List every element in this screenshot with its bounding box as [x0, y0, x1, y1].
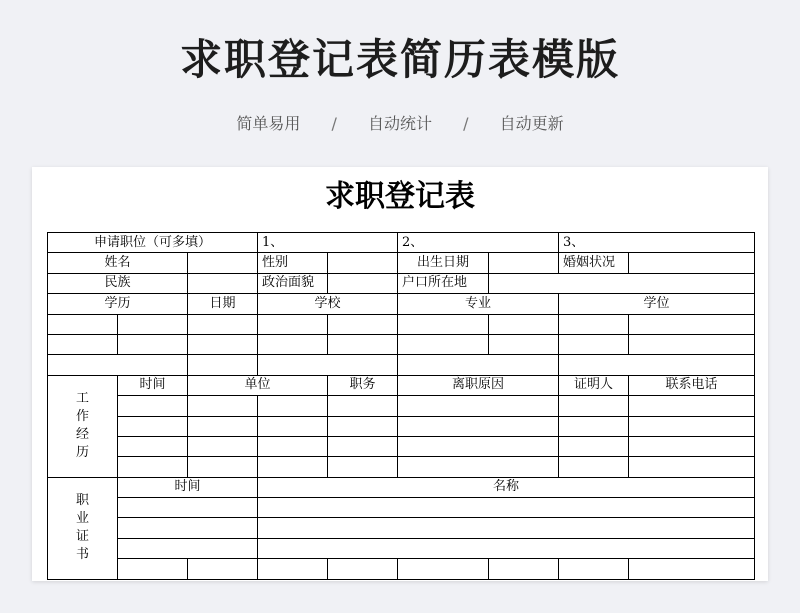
table-cell[interactable]	[489, 559, 559, 579]
tag-separator: /	[331, 114, 337, 133]
table-cell[interactable]	[398, 314, 489, 334]
table-cell[interactable]	[188, 396, 258, 416]
feature-tag: 自动更新	[499, 114, 564, 133]
work-header-row	[48, 375, 755, 395]
table-cell[interactable]	[559, 416, 629, 436]
table-cell[interactable]	[328, 559, 398, 579]
table-cell[interactable]	[258, 436, 328, 456]
marital-label: 婚姻状况	[559, 253, 629, 273]
cert-row	[48, 538, 755, 558]
work-section-label: 工作经历	[48, 375, 118, 477]
table-cell[interactable]	[48, 355, 188, 375]
table-cell[interactable]	[118, 498, 258, 518]
table-cell[interactable]	[398, 396, 559, 416]
table-cell[interactable]	[188, 334, 258, 354]
table-cell[interactable]	[118, 334, 188, 354]
household-label: 户口所在地	[398, 273, 489, 293]
table-cell[interactable]	[398, 559, 489, 579]
work-position-header: 职务	[328, 375, 398, 395]
table-cell[interactable]	[559, 355, 755, 375]
major-header: 专业	[398, 294, 559, 314]
work-unit-header: 单位	[188, 375, 328, 395]
table-cell[interactable]	[629, 457, 755, 477]
marital-field[interactable]	[629, 253, 755, 273]
table-cell[interactable]	[258, 498, 755, 518]
table-cell[interactable]	[328, 396, 398, 416]
table-cell[interactable]	[398, 416, 559, 436]
work-time-header: 时间	[118, 375, 188, 395]
form-sheet	[32, 167, 768, 581]
table-cell[interactable]	[48, 334, 118, 354]
table-cell[interactable]	[258, 355, 398, 375]
table-cell[interactable]	[328, 314, 398, 334]
birthdate-field[interactable]	[489, 253, 559, 273]
table-cell[interactable]	[188, 436, 258, 456]
table-cell[interactable]	[328, 436, 398, 456]
table-cell[interactable]	[559, 559, 629, 579]
table-cell[interactable]	[559, 396, 629, 416]
table-cell[interactable]	[258, 314, 328, 334]
cert-time-header: 时间	[118, 477, 258, 497]
political-label: 政治面貌	[258, 273, 328, 293]
degree-header: 学历	[48, 294, 188, 314]
work-reference-header: 证明人	[559, 375, 629, 395]
apply-choice-1[interactable]: 1、	[258, 233, 398, 253]
work-phone-header: 联系电话	[629, 375, 755, 395]
table-cell[interactable]	[118, 314, 188, 334]
table-cell[interactable]	[188, 314, 258, 334]
table-cell[interactable]	[258, 416, 328, 436]
feature-tag: 简单易用	[236, 114, 301, 133]
page-title: 求职登记表简历表模版	[179, 35, 620, 84]
apply-choice-2[interactable]: 2、	[398, 233, 559, 253]
work-row	[48, 396, 755, 416]
table-cell[interactable]	[118, 559, 188, 579]
apply-row	[48, 233, 755, 253]
basic-row	[48, 253, 755, 273]
table-cell[interactable]	[398, 334, 489, 354]
tag-separator: /	[463, 114, 469, 133]
table-cell[interactable]	[118, 518, 258, 538]
table-cell[interactable]	[188, 355, 258, 375]
table-cell[interactable]	[559, 314, 629, 334]
education-row	[48, 314, 755, 334]
education-row	[48, 355, 755, 375]
table-cell[interactable]	[188, 457, 258, 477]
form-title: 求职登记表	[325, 179, 475, 214]
cert-row	[48, 498, 755, 518]
table-cell[interactable]	[398, 355, 559, 375]
table-cell[interactable]	[559, 457, 629, 477]
table-cell[interactable]	[629, 416, 755, 436]
cert-name-header: 名称	[258, 477, 755, 497]
table-cell[interactable]	[629, 314, 755, 334]
political-field[interactable]	[328, 273, 398, 293]
table-cell[interactable]	[118, 538, 258, 558]
table-cell[interactable]	[328, 334, 398, 354]
table-cell[interactable]	[258, 334, 328, 354]
table-cell[interactable]	[398, 436, 559, 456]
apply-label: 申请职位（可多填）	[48, 233, 258, 253]
cert-row	[48, 559, 755, 579]
academic-degree-header: 学位	[559, 294, 755, 314]
work-reason-header: 离职原因	[398, 375, 559, 395]
table-cell[interactable]	[328, 416, 398, 436]
table-cell[interactable]	[398, 457, 559, 477]
education-row	[48, 334, 755, 354]
table-cell[interactable]	[629, 396, 755, 416]
education-header-row	[48, 294, 755, 314]
cert-row	[48, 518, 755, 538]
name-label: 姓名	[48, 253, 188, 273]
birthdate-label: 出生日期	[398, 253, 489, 273]
work-row	[48, 436, 755, 456]
cert-section-label: 职业证书	[48, 477, 118, 579]
table-cell[interactable]	[118, 436, 188, 456]
gender-label: 性别	[258, 253, 328, 273]
table-cell[interactable]	[258, 538, 755, 558]
feature-tag: 自动统计	[367, 114, 432, 133]
feature-tags	[0, 112, 800, 136]
table-cell[interactable]	[258, 518, 755, 538]
table-cell[interactable]	[489, 314, 559, 334]
table-cell[interactable]	[118, 457, 188, 477]
table-cell[interactable]	[489, 334, 559, 354]
table-cell[interactable]	[48, 314, 118, 334]
table-cell[interactable]	[188, 559, 258, 579]
table-cell[interactable]	[118, 396, 188, 416]
table-cell[interactable]	[188, 416, 258, 436]
table-cell[interactable]	[258, 396, 328, 416]
table-cell[interactable]	[629, 436, 755, 456]
gender-field[interactable]	[328, 253, 398, 273]
table-cell[interactable]	[328, 457, 398, 477]
table-cell[interactable]	[559, 436, 629, 456]
ethnicity-field[interactable]	[188, 273, 258, 293]
ethnicity-label: 民族	[48, 273, 188, 293]
table-cell[interactable]	[258, 559, 328, 579]
table-cell[interactable]	[629, 334, 755, 354]
cert-header-row	[48, 477, 755, 497]
apply-choice-3[interactable]: 3、	[559, 233, 755, 253]
name-field[interactable]	[188, 253, 258, 273]
table-cell[interactable]	[118, 416, 188, 436]
table-cell[interactable]	[559, 334, 629, 354]
table-cell[interactable]	[629, 559, 755, 579]
household-field[interactable]	[489, 273, 755, 293]
work-row	[48, 457, 755, 477]
date-header: 日期	[188, 294, 258, 314]
table-cell[interactable]	[258, 457, 328, 477]
work-row	[48, 416, 755, 436]
school-header: 学校	[258, 294, 398, 314]
registration-table	[47, 232, 755, 580]
basic-row	[48, 273, 755, 293]
